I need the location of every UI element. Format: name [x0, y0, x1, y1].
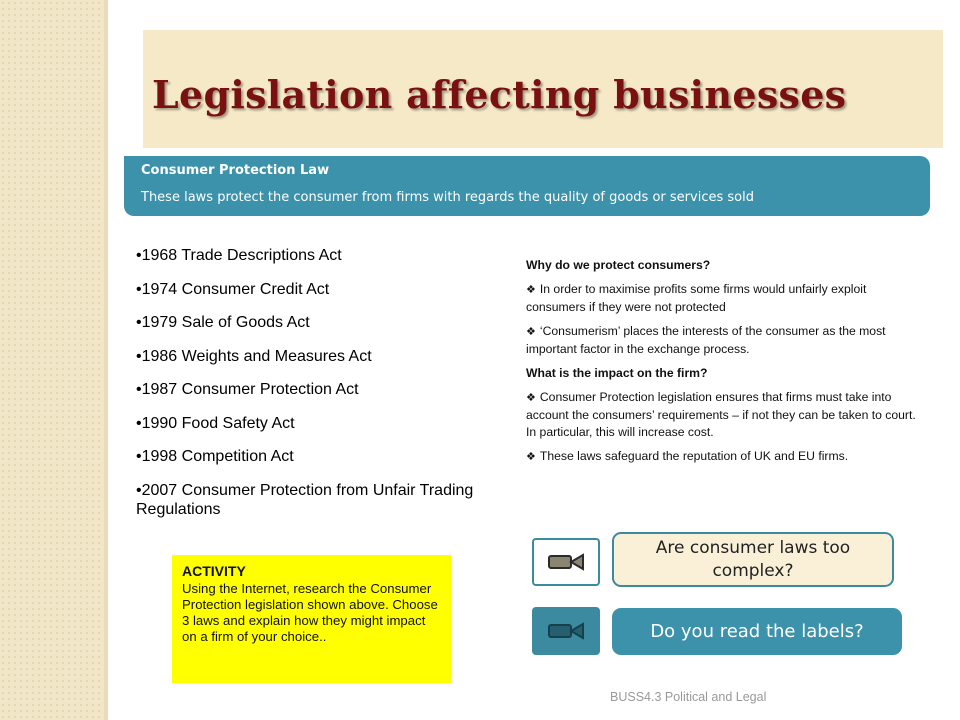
video-button-complex-laws[interactable]: [532, 538, 600, 586]
diamond-bullet-icon: ❖: [526, 451, 536, 463]
video-camera-icon: [546, 619, 586, 643]
decorative-side-strip: [0, 0, 104, 720]
diamond-bullet-icon: ❖: [526, 326, 536, 338]
video-button-labels[interactable]: [532, 607, 600, 655]
list-item: •1968 Trade Descriptions Act: [136, 247, 342, 264]
diamond-bullet-icon: ❖: [526, 392, 536, 404]
list-item: •1987 Consumer Protection Act: [136, 381, 359, 398]
impact-point: ❖ Consumer Protection legislation ensures that firms must take into account the consumers’ requirements – if not they can be taken to court. In particular, this will increase cost.: [526, 390, 916, 439]
video-link-complex-laws[interactable]: Are consumer laws too complex?: [612, 532, 894, 587]
impact-heading: What is the impact on the firm?: [526, 366, 708, 380]
banner-description: These laws protect the consumer from firms with regards the quality of goods or services sold: [141, 190, 754, 205]
list-item: •2007 Consumer Protection from Unfair Trading Regulations: [136, 481, 474, 518]
diamond-bullet-icon: ❖: [526, 284, 536, 296]
list-item: •1986 Weights and Measures Act: [136, 347, 372, 365]
activity-title: ACTIVITY: [182, 563, 246, 579]
why-heading: Why do we protect consumers?: [526, 258, 711, 272]
slide-title: Legislation affecting businesses: [152, 72, 847, 117]
list-item: •1998 Competition Act: [136, 448, 294, 465]
why-point: ❖ ‘Consumerism’ places the interests of the consumer as the most important factor in the exchange process.: [526, 324, 886, 356]
video-camera-icon: [546, 550, 586, 574]
list-item: •1974 Consumer Credit Act: [136, 280, 330, 298]
why-point: ❖ In order to maximise profits some firms would unfairly exploit consumers if they were not protected: [526, 282, 867, 314]
impact-point: ❖ These laws safeguard the reputation of UK and EU firms.: [526, 449, 849, 463]
list-item: •1990 Food Safety Act: [136, 414, 295, 432]
banner-title: Consumer Protection Law: [141, 163, 330, 178]
explanation-column: [526, 257, 921, 473]
video-link-labels[interactable]: Do you read the labels?: [612, 608, 902, 655]
activity-box: [172, 555, 451, 683]
activity-text: Using the Internet, research the Consumer Protection legislation shown above. Choose 3 laws and explain how they might impact on a firm of your choice..: [182, 581, 438, 644]
slide-footer: BUSS4.3 Political and Legal: [610, 690, 767, 704]
side-strip-edge: [104, 0, 108, 720]
list-item: •1979 Sale of Goods Act: [136, 314, 310, 331]
acts-list: [136, 246, 476, 533]
consumer-protection-banner: [124, 156, 930, 216]
